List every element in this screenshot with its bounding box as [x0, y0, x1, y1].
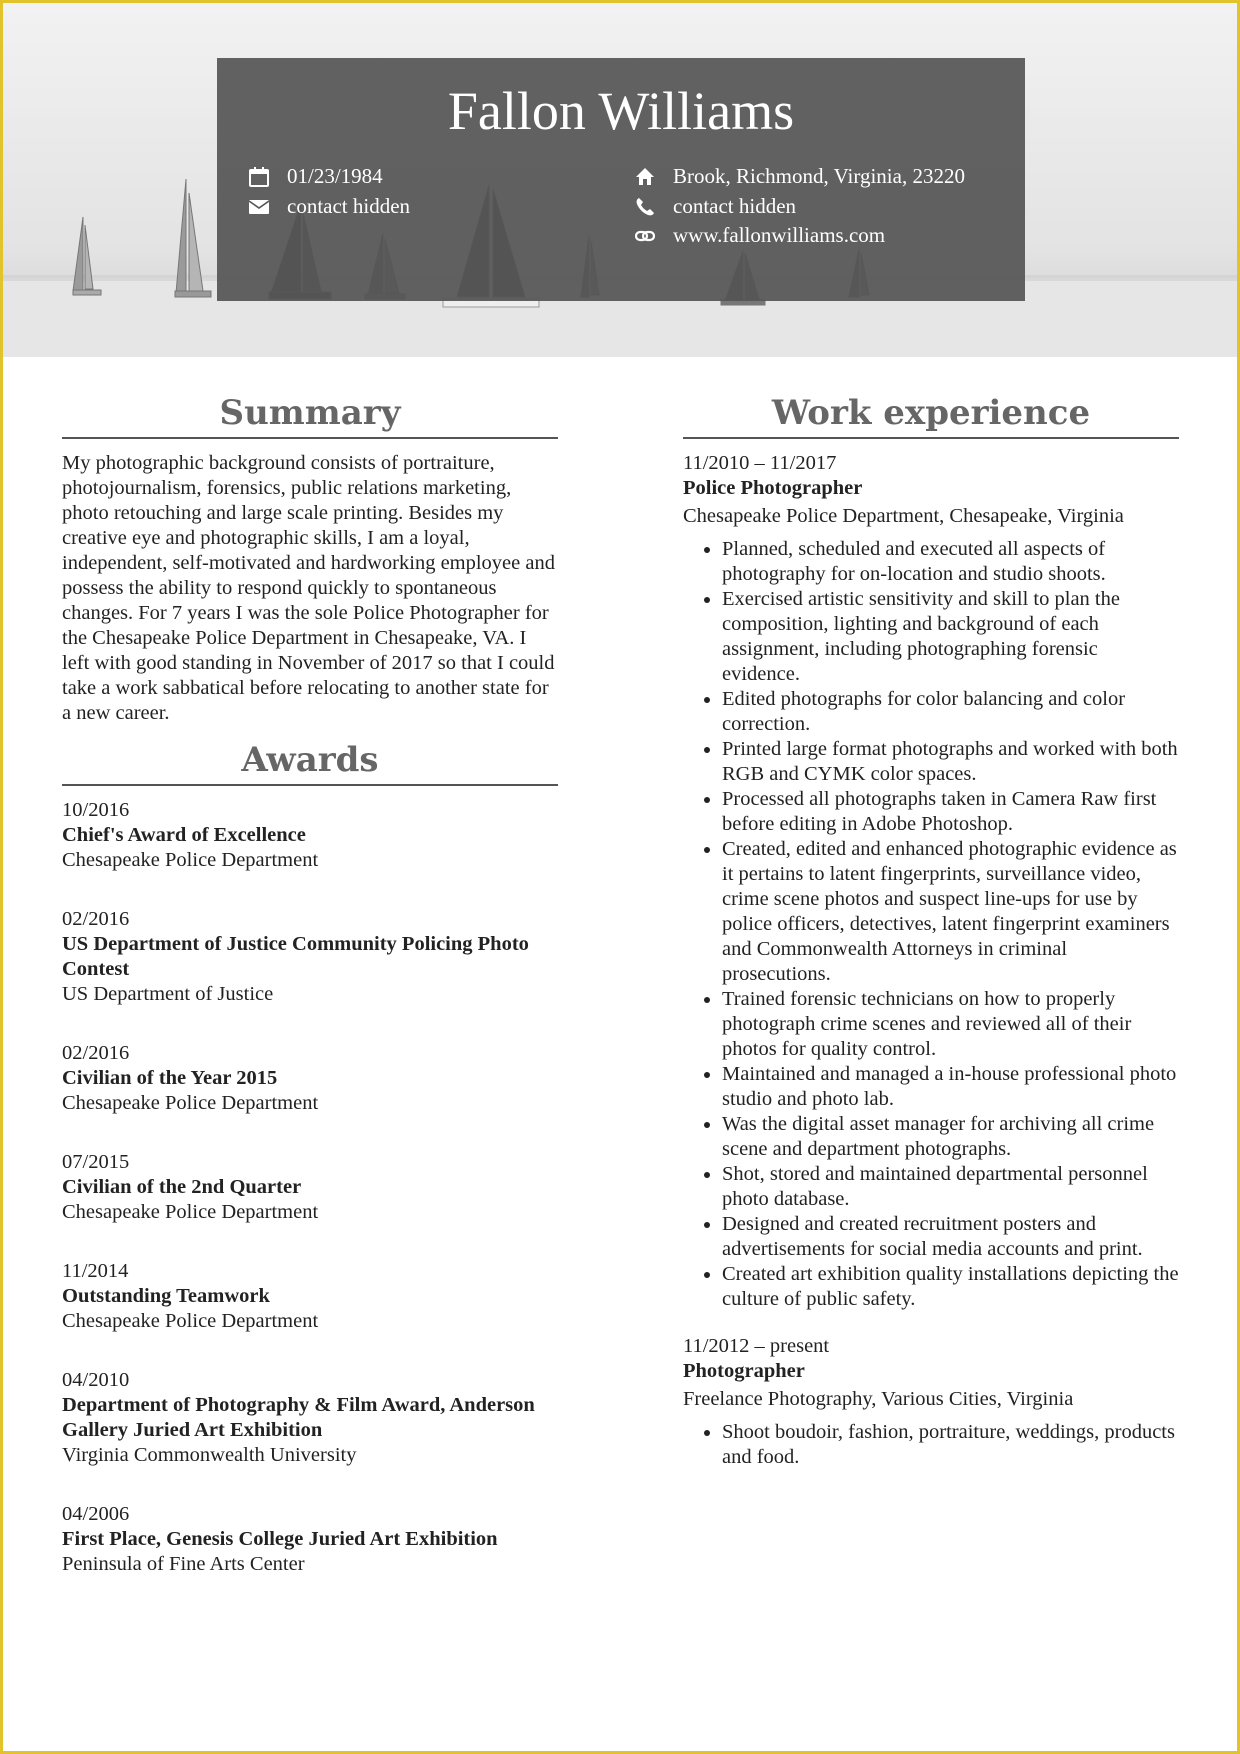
award-date: 02/2016	[62, 908, 130, 930]
website-link[interactable]: www.fallonwilliams.com	[673, 223, 886, 247]
award-title: Chief's Award of Excellence	[62, 824, 306, 846]
job-bullet: • Shoot boudoir, fashion, portraiture, weddings, products and food.	[722, 1420, 1179, 1470]
award-date: 07/2015	[62, 1151, 130, 1173]
award-org: Chesapeake Police Department	[62, 849, 319, 871]
award-item	[62, 1259, 558, 1334]
job-bullets	[683, 1420, 1179, 1470]
job-bullet: • Edited photographs for color balancing and color correction.	[722, 687, 1179, 737]
award-date: 04/2010	[62, 1369, 130, 1391]
contact-birthdate	[249, 164, 589, 189]
job-bullet: • Designed and created recruitment posters and advertisements for social media accounts and print.	[722, 1212, 1179, 1262]
contact-email	[249, 194, 589, 219]
award-org: Chesapeake Police Department	[62, 1310, 319, 1332]
work-experience-heading: Work experience	[683, 393, 1179, 439]
award-title: Civilian of the 2nd Quarter	[62, 1176, 302, 1198]
job-bullet: • Printed large format photographs and worked with both RGB and CYMK color spaces.	[722, 737, 1179, 787]
award-org: Chesapeake Police Department	[62, 1201, 319, 1223]
job-bullet: • Planned, scheduled and executed all aspects of photography for on-location and studio shoots.	[722, 537, 1179, 587]
job-bullet: • Created art exhibition quality installations depicting the culture of public safety.	[722, 1262, 1179, 1312]
award-date: 02/2016	[62, 1042, 130, 1064]
job-title: Photographer	[683, 1360, 805, 1382]
link-icon	[635, 226, 655, 246]
home-icon	[635, 167, 655, 187]
left-column	[62, 393, 558, 1611]
phone-text: contact hidden	[673, 194, 797, 218]
job-bullet: • Was the digital asset manager for archiving all crime scene and department photographs.	[722, 1112, 1179, 1162]
job-dates: 11/2010 – 11/2017	[683, 452, 837, 474]
award-title: First Place, Genesis College Juried Art Exhibition	[62, 1528, 498, 1550]
award-item	[62, 1150, 558, 1225]
award-org: Virginia Commonwealth University	[62, 1444, 357, 1466]
envelope-icon	[249, 197, 269, 217]
awards-list	[62, 798, 558, 1577]
contact-website[interactable]	[635, 223, 975, 248]
header-info-box	[217, 58, 1025, 301]
award-org: Chesapeake Police Department	[62, 1092, 319, 1114]
contact-left	[249, 164, 589, 219]
job-bullet: • Processed all photographs taken in Camera Raw first before editing in Adobe Photoshop.	[722, 787, 1179, 837]
job-bullet: • Trained forensic technicians on how to properly photograph crime scenes and reviewed all of their photos for quality control.	[722, 987, 1179, 1062]
candidate-name: Fallon Williams	[447, 81, 795, 141]
contact-right	[635, 164, 975, 248]
header-photo-band	[3, 3, 1237, 357]
job-entry	[683, 1334, 1179, 1470]
job-employer: Freelance Photography, Various Cities, Virginia	[683, 1388, 1074, 1410]
award-title: Outstanding Teamwork	[62, 1285, 270, 1307]
email-text: contact hidden	[287, 194, 411, 218]
summary-heading: Summary	[62, 393, 558, 439]
contact-address	[635, 164, 975, 189]
job-bullet: • Maintained and managed a in-house professional photo studio and photo lab.	[722, 1062, 1179, 1112]
award-org: Peninsula of Fine Arts Center	[62, 1553, 305, 1575]
birthdate-text: 01/23/1984	[287, 164, 383, 188]
award-date: 10/2016	[62, 799, 130, 821]
address-text: Brook, Richmond, Virginia, 23220	[673, 164, 965, 188]
award-date: 04/2006	[62, 1503, 130, 1525]
job-bullets	[683, 537, 1179, 1312]
job-title: Police Photographer	[683, 477, 863, 499]
job-bullet: • Shot, stored and maintained departmental personnel photo database.	[722, 1162, 1179, 1212]
award-title: Civilian of the Year 2015	[62, 1067, 278, 1089]
awards-heading: Awards	[62, 740, 558, 786]
right-column	[683, 393, 1179, 1492]
award-item	[62, 907, 558, 1007]
award-item	[62, 1368, 558, 1468]
phone-icon	[635, 197, 655, 217]
award-item	[62, 798, 558, 873]
award-item	[62, 1502, 558, 1577]
summary-text: My photographic background consists of portraiture, photojournalism, forensics, public relations marketing, photo retouching and large scale printing. Besides my creative eye and photographic skills, I am a loyal, independent, self-motivated and hardworking employee and possess the ability to respond quickly to spontaneous changes. For 7 years I was the sole Police Photographer for the Chesapeake Police Department in Chesapeake, VA. I left with good standing in November of 2017 so that I could take a work sabbatical before relocating to another state for a new career.	[62, 452, 555, 724]
contact-phone	[635, 194, 975, 219]
job-employer: Chesapeake Police Department, Chesapeake, Virginia	[683, 505, 1124, 527]
award-org: US Department of Justice	[62, 983, 274, 1005]
calendar-icon	[249, 167, 269, 187]
award-item	[62, 1041, 558, 1116]
job-entry	[683, 451, 1179, 1312]
job-bullet: • Exercised artistic sensitivity and skill to plan the composition, lighting and background of each assignment, including photographing forensic evidence.	[722, 587, 1179, 687]
award-title: Department of Photography & Film Award, Anderson Gallery Juried Art Exhibition	[62, 1394, 535, 1441]
job-bullet: • Created, edited and enhanced photographic evidence as it pertains to latent fingerprints, surveillance video, crime scene photos and suspect line-ups for use by police officers, detectives, latent fingerprint examiners and Commonwealth Attorneys in criminal prosecutions.	[722, 837, 1179, 987]
award-title: US Department of Justice Community Policing Photo Contest	[62, 933, 529, 980]
award-date: 11/2014	[62, 1260, 129, 1282]
job-dates: 11/2012 – present	[683, 1335, 830, 1357]
